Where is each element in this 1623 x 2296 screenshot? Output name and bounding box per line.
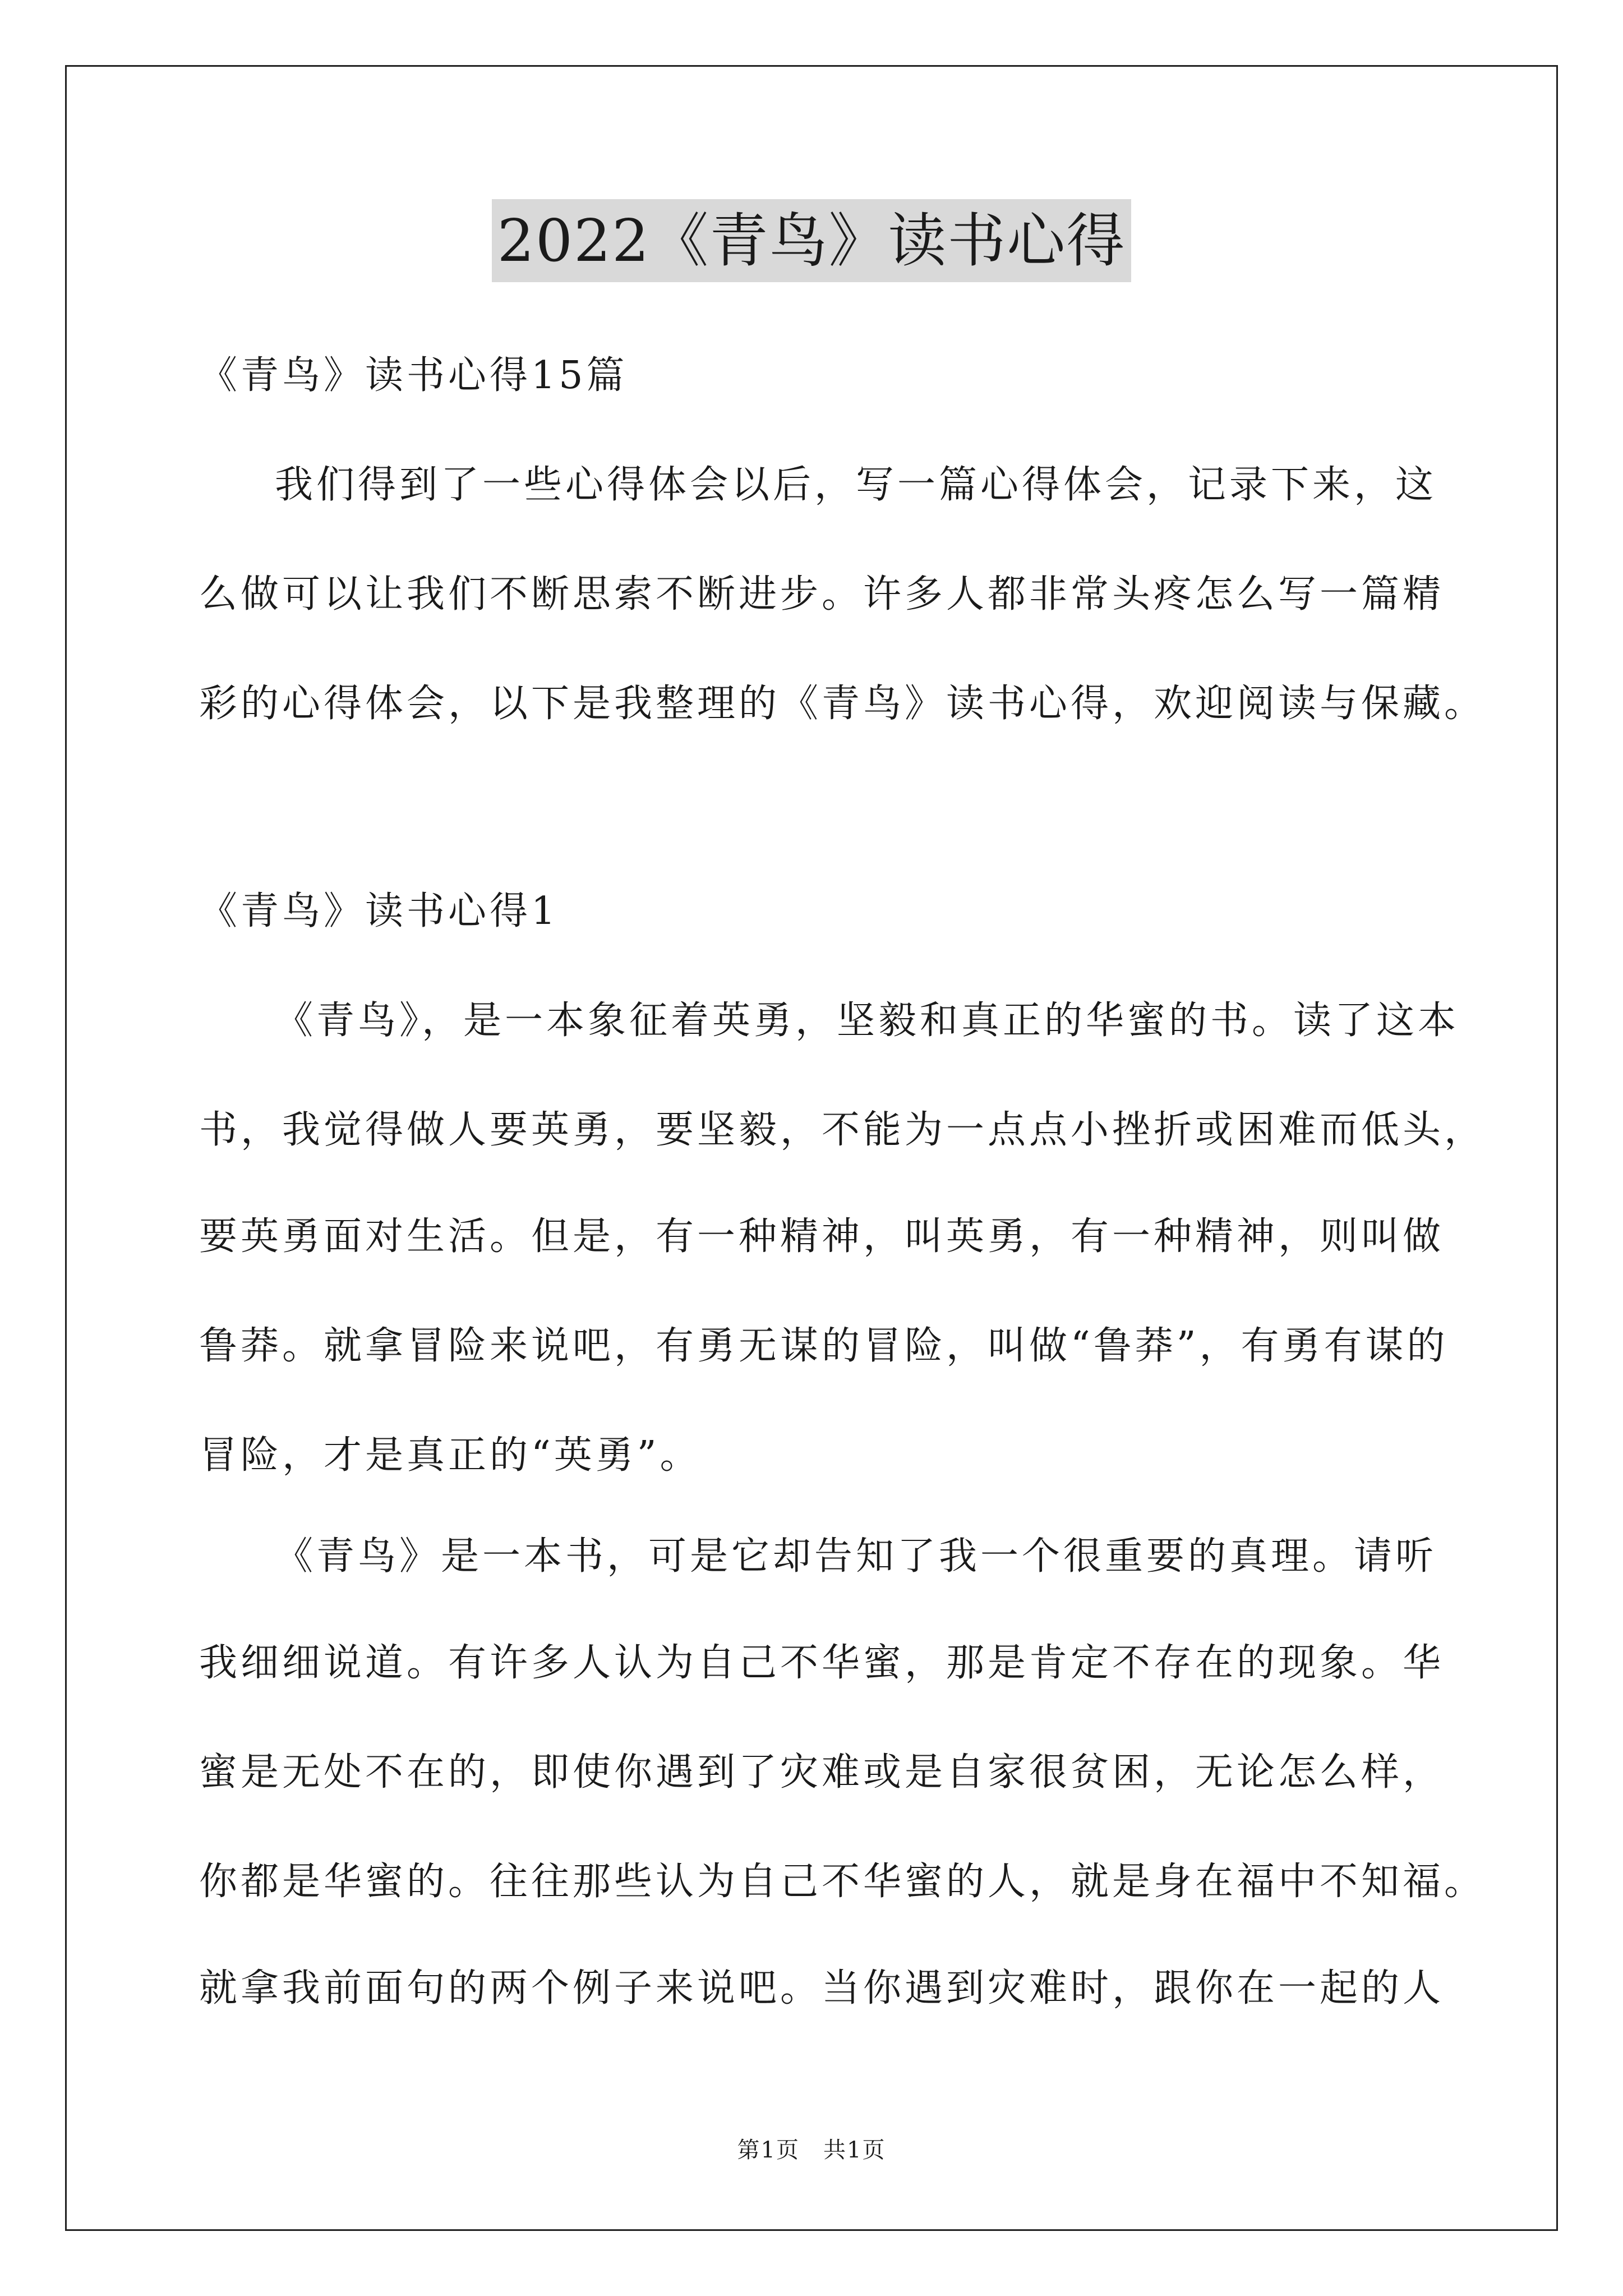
intro-line: 彩的心得体会，以下是我整理的《青鸟》读书心得，欢迎阅读与保藏。 [199,682,1486,726]
paragraph2-line: 就拿我前面句的两个例子来说吧。当你遇到灾难时，跟你在一起的人 [199,1966,1445,2010]
page-number: 第1页 共1页 [737,2137,886,2163]
paragraph1-line: 鲁莽。就拿冒险来说吧，有勇无谋的冒险，叫做“鲁莽”，有勇有谋的 [199,1324,1449,1368]
paragraph2-line: 《青鸟》是一本书，可是它却告知了我一个很重要的真理。请听 [275,1534,1437,1579]
paragraph1-line: 冒险，才是真正的“英勇”。 [199,1433,702,1478]
intro-line: 么做可以让我们不断思索不断进步。许多人都非常头疼怎么写一篇精 [199,572,1445,616]
subtitle: 《青鸟》读书心得15篇 [199,353,628,398]
document-title: 2022《青鸟》读书心得 [492,199,1132,282]
paragraph2-line: 你都是华蜜的。往往那些认为自己不华蜜的人，就是身在福中不知福。 [199,1860,1486,1904]
paragraph1-line: 《青鸟》，是一本象征着英勇，坚毅和真正的华蜜的书。读了这本 [275,999,1460,1043]
intro-line: 我们得到了一些心得体会以后，写一篇心得体会，记录下来，这 [275,463,1437,507]
paragraph2-line: 蜜是无处不在的，即使你遇到了灾难或是自家很贫困，无论怎么样， [199,1750,1445,1795]
paragraph1-line: 书，我觉得做人要英勇，要坚毅，不能为一点点小挫折或困难而低头， [199,1108,1486,1152]
paragraph2-line: 我细细说道。有许多人认为自己不华蜜，那是肯定不存在的现象。华 [199,1641,1445,1685]
title-container [0,199,1623,282]
paragraph1-line: 要英勇面对生活。但是，有一种精神，叫英勇，有一种精神，则叫做 [199,1214,1445,1259]
section-heading: 《青鸟》读书心得1 [199,889,559,933]
